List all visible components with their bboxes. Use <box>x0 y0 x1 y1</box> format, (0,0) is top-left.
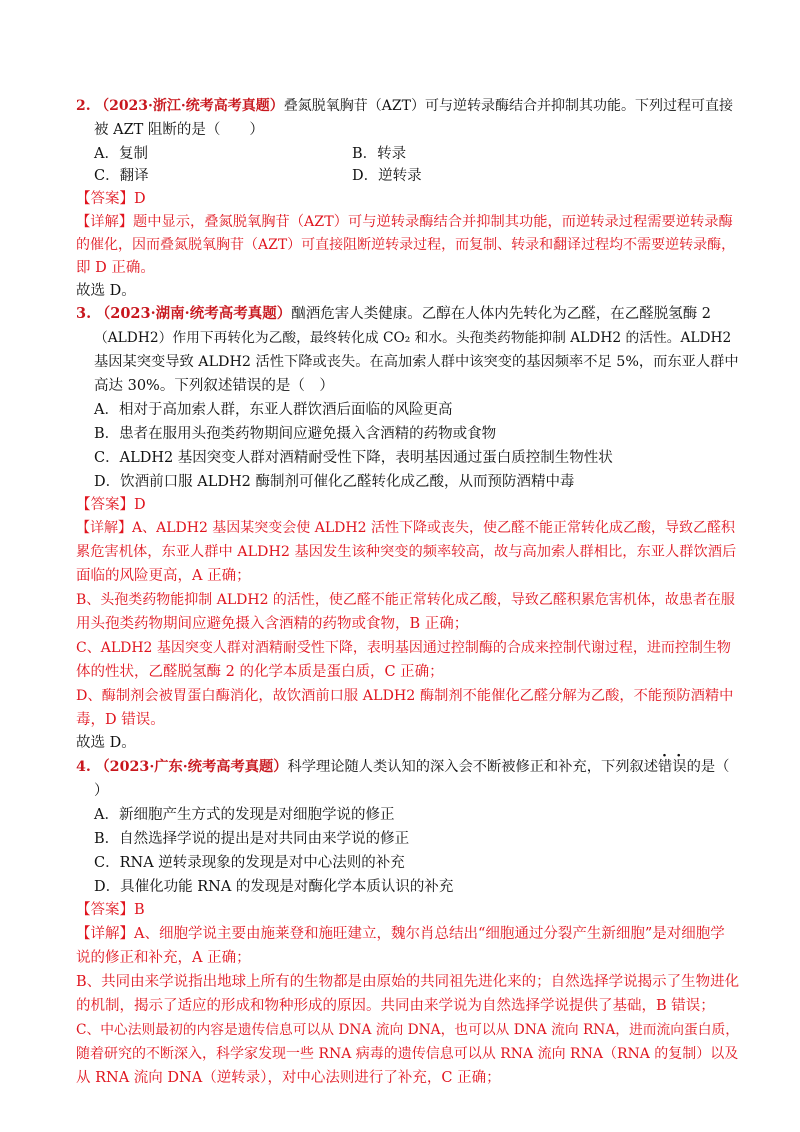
option-c: C．翻译 <box>94 168 149 184</box>
option-a: A．新细胞产生方式的发现是对细胞学说的修正 <box>94 807 395 823</box>
explanation-line: 说的修正和补充，A 正确； <box>76 950 251 966</box>
conclusion: 故选 D。 <box>76 735 136 751</box>
question-source: （2023·广东·统考高考真题） <box>95 759 288 775</box>
explanation-line: 【详解】A、细胞学说主要由施莱登和施旺建立，魏尔肖总结出“细胞通过分裂产生新细胞”是对细胞学 <box>76 926 725 942</box>
explanation-line: C、ALDH2 基因突变人群对酒精耐受性下降，表明基因通过控制酶的合成来控制代谢过程，进而控制生物 <box>76 640 731 656</box>
explanation-line: 累危害机体，东亚人群中 ALDH2 基因发生该种突变的频率较高，故与高加索人群相比，东亚人群饮酒后 <box>76 544 737 560</box>
question-number: 4. <box>76 759 91 775</box>
explanation-line: 【详解】A、ALDH2 基因某突变会使 ALDH2 活性下降或丧失，使乙醛不能正常转化成乙酸，导致乙醛积 <box>76 520 735 536</box>
emphasis-char: 错 <box>658 759 673 775</box>
question-source: （2023·湖南·统考高考真题） <box>95 305 292 322</box>
option-c: C．ALDH2 基因突变人群对酒精耐受性下降，表明基因通过蛋白质控制生物性状 <box>94 450 613 466</box>
conclusion: 故选 D。 <box>76 283 136 299</box>
question-text: ） <box>94 783 109 799</box>
question-text: 高达 30%。下列叙述错误的是（ ） <box>94 378 334 394</box>
option-b: B．自然选择学说的提出是对共同由来学说的修正 <box>94 831 410 847</box>
option-d: D．逆转录 <box>352 168 422 184</box>
explanation-line: 随着研究的不断深入，科学家发现一些 RNA 病毒的遗传信息可以从 RNA 流向 RNA（RNA 的复制）以及 <box>76 1046 739 1062</box>
explanation-line: B、共同由来学说指出地球上所有的生物都是由原始的共同祖先进化来的；自然选择学说揭示了生物进化 <box>76 974 740 990</box>
question-2-stem <box>76 96 733 116</box>
question-text: 基因某突变导致 ALDH2 活性下降或丧失。在高加索人群中该突变的基因频率不足 5%，而东亚人群中 <box>94 354 739 370</box>
explanation-line: 【详解】题中显示，叠氮脱氧胸苷（AZT）可与逆转录酶结合并抑制其功能，而逆转录过程需要逆转录酶 <box>76 214 733 230</box>
question-text: 叠氮脱氧胸苷（AZT）可与逆转录酶结合并抑制其功能。下列过程可直接 <box>283 98 733 114</box>
question-text: 科学理论随人类认知的深入会不断被修正和补充，下列叙述 <box>287 759 659 775</box>
option-b: B．转录 <box>352 146 407 162</box>
question-number: 3. <box>76 305 92 322</box>
explanation-line: 毒，D 错误。 <box>76 712 165 728</box>
option-a: A．复制 <box>94 146 148 162</box>
explanation-line: 面临的风险更高，A 正确； <box>76 568 251 584</box>
option-d: D．饮酒前口服 ALDH2 酶制剂可催化乙醛转化成乙酸，从而预防酒精中毒 <box>94 474 575 490</box>
question-source: （2023·浙江·统考高考真题） <box>95 98 284 114</box>
question-3-stem <box>76 304 711 324</box>
emphasis-char: 误 <box>672 759 687 775</box>
answer: 【答案】B <box>76 902 145 918</box>
question-text: 被 AZT 阻断的是（ ） <box>94 122 264 138</box>
explanation-line: 体的性状，乙醛脱氢酶 2 的化学本质是蛋白质，C 正确； <box>76 664 444 680</box>
explanation-line: 的催化，因而叠氮脱氧胸苷（AZT）可直接阻断逆转录过程，而复制、转录和翻译过程均不需要逆转录酶， <box>76 237 736 253</box>
explanation-line: 用头孢类药物期间应避免摄入含酒精的药物或食物，B 正确； <box>76 616 469 632</box>
question-text: 酗酒危害人类健康。乙醇在人体内先转化为乙醛，在乙醛脱氢酶 2 <box>291 306 712 322</box>
explanation-line: C、中心法则最初的内容是遗传信息可以从 DNA 流向 DNA，也可以从 DNA 流向 RNA，进而流向蛋白质， <box>76 1022 740 1038</box>
explanation-line: D、酶制剂会被胃蛋白酶消化，故饮酒前口服 ALDH2 酶制剂不能催化乙醛分解为乙酸，不能预防酒精中 <box>76 688 734 704</box>
explanation-line: 即 D 正确。 <box>76 260 155 276</box>
question-4-stem <box>76 757 729 777</box>
question-text: 的是（ <box>686 759 730 775</box>
option-b: B．患者在服用头孢类药物期间应避免摄入含酒精的药物或食物 <box>94 426 497 442</box>
explanation-line: B、头孢类药物能抑制 ALDH2 的活性，使乙醛不能正常转化成乙酸，导致乙醛积累危害机体，故患者在服 <box>76 592 735 608</box>
answer: 【答案】D <box>76 191 146 207</box>
answer: 【答案】D <box>76 497 146 513</box>
option-c: C．RNA 逆转录现象的发现是对中心法则的补充 <box>94 855 405 871</box>
question-text: （ALDH2）作用下再转化为乙酸，最终转化成 CO₂ 和水。头孢类药物能抑制 ALDH2 的活性。ALDH2 <box>94 330 732 346</box>
option-d: D．具催化功能 RNA 的发现是对酶化学本质认识的补充 <box>94 879 454 895</box>
explanation-line: 从 RNA 流向 DNA（逆转录），对中心法则进行了补充，C 正确； <box>76 1070 501 1086</box>
question-number: 2. <box>76 98 91 114</box>
explanation-line: 的机制，揭示了适应的形成和物种形成的原因。共同由来学说为自然选择学说提供了基础，B 错误； <box>76 998 715 1014</box>
option-a: A．相对于高加索人群，东亚人群饮酒后面临的风险更高 <box>94 402 453 418</box>
